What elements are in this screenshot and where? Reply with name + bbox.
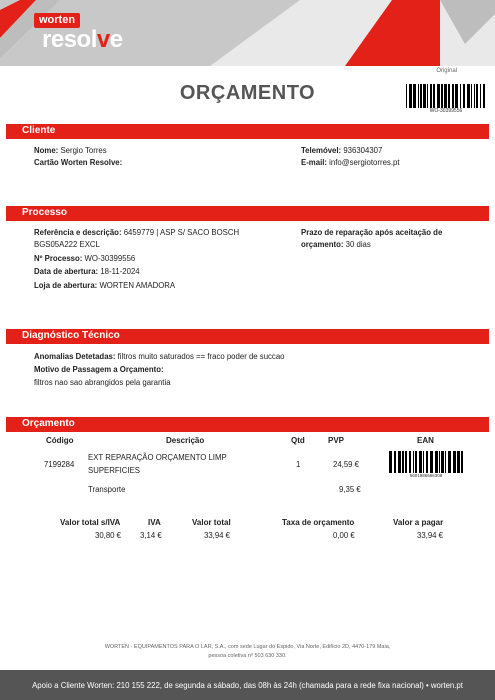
barcode-bar	[409, 84, 412, 108]
logo-worten: worten	[34, 13, 80, 28]
item-1-pvp: 24,59 €	[333, 460, 360, 469]
processo-data-label: Data de abertura:	[34, 267, 99, 276]
barcode-bar	[394, 451, 396, 473]
col-pvp: PVP	[328, 436, 345, 445]
processo-data-value: 18-11-2024	[100, 267, 140, 276]
item-1-qtd: 1	[296, 460, 301, 469]
barcode-bar	[430, 84, 432, 108]
prazo-label-line1: Prazo de reparação após aceitação de	[301, 228, 443, 237]
barcode-bar	[467, 84, 470, 108]
barcode-bar	[433, 84, 435, 108]
barcode-bar	[406, 84, 407, 108]
barcode-bar	[461, 451, 463, 473]
total-sem-iva-value: 30,80 €	[95, 531, 122, 540]
barcode-bar	[419, 451, 422, 473]
processo-loja	[34, 280, 175, 292]
item-1-codigo: 7199284	[44, 460, 75, 469]
total-sem-iva-label: Valor total s/IVA	[60, 518, 121, 527]
logo-resolve-end: e	[109, 26, 123, 53]
barcode-bar	[420, 84, 422, 108]
valor-pagar-value: 33,94 €	[417, 531, 444, 540]
processo-prazo	[301, 239, 371, 251]
logo-resolve	[42, 26, 123, 54]
item-1-descricao-2: SUPERFICIES	[88, 466, 140, 475]
footer-support-bar: Apoio a Cliente Worten: 210 155 222, de segunda a sábado, das 08h às 24h (chamada para a rede fixa nacional) • worten.pt	[0, 670, 495, 700]
barcode-bar	[430, 451, 433, 473]
cliente-cartao	[34, 157, 122, 169]
barcode-bar	[437, 84, 440, 108]
item-2-pvp: 9,35 €	[339, 485, 361, 494]
prazo-label-line2: orçamento:	[301, 240, 344, 249]
valor-total-label: Valor total	[192, 518, 231, 527]
cliente-telemovel-label: Telemóvel:	[301, 146, 342, 155]
processo-ref-value-1: 6459779 | ASP S/ SACO BOSCH	[123, 228, 240, 237]
logo-resolve-v: v	[96, 26, 110, 53]
barcode-bar	[426, 451, 428, 473]
taxa-label: Taxa de orçamento	[282, 518, 355, 527]
footer-legal-line2: pessoa coletiva nº 503 630 330.	[208, 653, 287, 659]
barcode-bar	[476, 84, 478, 108]
valor-pagar-label: Valor a pagar	[393, 518, 444, 527]
logo-resolve-start: resol	[42, 26, 97, 53]
cliente-email	[301, 157, 400, 169]
barcode-bar	[483, 84, 485, 108]
barcode-bar	[418, 84, 419, 108]
anomalias-value: filtros muito saturados == fraco poder de succao	[117, 352, 285, 361]
barcode-bar	[453, 451, 456, 473]
processo-ref-label: Referência e descrição:	[34, 228, 122, 237]
barcode-bar	[413, 84, 416, 108]
col-qtd: Qtd	[291, 436, 305, 445]
valor-total-value: 33,94 €	[204, 531, 231, 540]
barcode-bar	[455, 84, 458, 108]
barcode-bar	[427, 84, 428, 108]
footer-legal-line1: WORTEN - EQUIPAMENTOS PARA O LAR, S.A., com sede Lugar do Espido, Via Norte, Edifício 2D, 4470-179 Maia,	[104, 644, 391, 650]
col-codigo: Código	[46, 436, 74, 445]
barcode-bar	[480, 84, 481, 108]
barcode-bar	[457, 451, 460, 473]
processo-numero	[34, 253, 135, 265]
section-orcamento: Orçamento	[6, 417, 489, 432]
motivo-label: Motivo de Passagem a Orçamento:	[34, 365, 164, 374]
barcode-bar	[405, 451, 407, 473]
barcode-bar	[413, 451, 414, 473]
processo-num-label: Nº Processo:	[34, 254, 83, 263]
taxa-value: 0,00 €	[333, 531, 355, 540]
barcode-bar	[460, 84, 461, 108]
processo-loja-label: Loja de abertura:	[34, 281, 98, 290]
process-barcode-number: WO-30399556	[429, 108, 463, 114]
section-processo: Processo	[6, 206, 489, 221]
barcode-bar	[402, 451, 404, 473]
barcode-bar	[463, 84, 465, 108]
barcode-bar	[448, 84, 450, 108]
processo-data	[34, 266, 140, 278]
cliente-nome-label: Nome:	[34, 146, 59, 155]
cliente-email-value: info@sergiotorres.pt	[329, 158, 400, 167]
iva-value: 3,14 €	[140, 531, 162, 540]
ean-barcode	[389, 451, 463, 473]
page-title: ORÇAMENTO	[179, 82, 316, 104]
barcode-bar	[389, 451, 392, 473]
barcode-bar	[474, 84, 475, 108]
barcode-bar	[441, 84, 443, 108]
processo-referencia	[34, 227, 239, 239]
cliente-nome-value: Sergio Torres	[60, 146, 107, 155]
cliente-telemovel-value: 936304307	[343, 146, 383, 155]
processo-ref-value-2: BGS05A222 EXCL	[34, 240, 100, 249]
cliente-email-label: E-mail:	[301, 158, 327, 167]
cliente-telemovel	[301, 145, 382, 157]
barcode-bar	[441, 451, 444, 473]
col-descricao: Descrição	[166, 436, 205, 445]
barcode-bar	[471, 84, 472, 108]
iva-label: IVA	[148, 518, 161, 527]
anomalias-label: Anomalias Detetadas:	[34, 352, 116, 361]
diagnostico-motivo-label	[34, 364, 164, 376]
footer-legal	[40, 643, 455, 661]
barcode-bar	[409, 451, 411, 473]
item-2-descricao: Transporte	[88, 485, 126, 494]
barcode-bar	[398, 451, 401, 473]
barcode-bar	[435, 451, 438, 473]
item-1-descricao-1: EXT REPARAÇÃO ORÇAMENTO LIMP	[88, 453, 227, 462]
original-label: Original	[436, 68, 457, 74]
processo-num-value: WO-30399556	[84, 254, 136, 263]
process-barcode	[406, 84, 486, 108]
barcode-bar	[445, 451, 446, 473]
diagnostico-anomalias	[34, 351, 285, 363]
diagnostico-motivo-value: filtros nao sao abrangidos pela garantia	[34, 378, 171, 387]
section-diagnostico: Diagnóstico Técnico	[6, 329, 489, 344]
barcode-bar	[415, 451, 417, 473]
prazo-value: 30 dias	[345, 240, 371, 249]
barcode-bar	[423, 84, 426, 108]
col-ean: EAN	[417, 436, 434, 445]
barcode-bar	[444, 84, 447, 108]
cliente-nome	[34, 145, 107, 157]
barcode-bar	[452, 84, 454, 108]
ean-barcode-number: 5601986666308	[409, 473, 443, 478]
cliente-cartao-label: Cartão Worten Resolve:	[34, 158, 123, 167]
barcode-bar	[448, 451, 451, 473]
section-cliente: Cliente	[6, 124, 489, 139]
barcode-bar	[423, 451, 424, 473]
barcode-bar	[439, 451, 440, 473]
processo-loja-value: WORTEN AMADORA	[99, 281, 176, 290]
processo-prazo-label-1	[301, 227, 442, 239]
